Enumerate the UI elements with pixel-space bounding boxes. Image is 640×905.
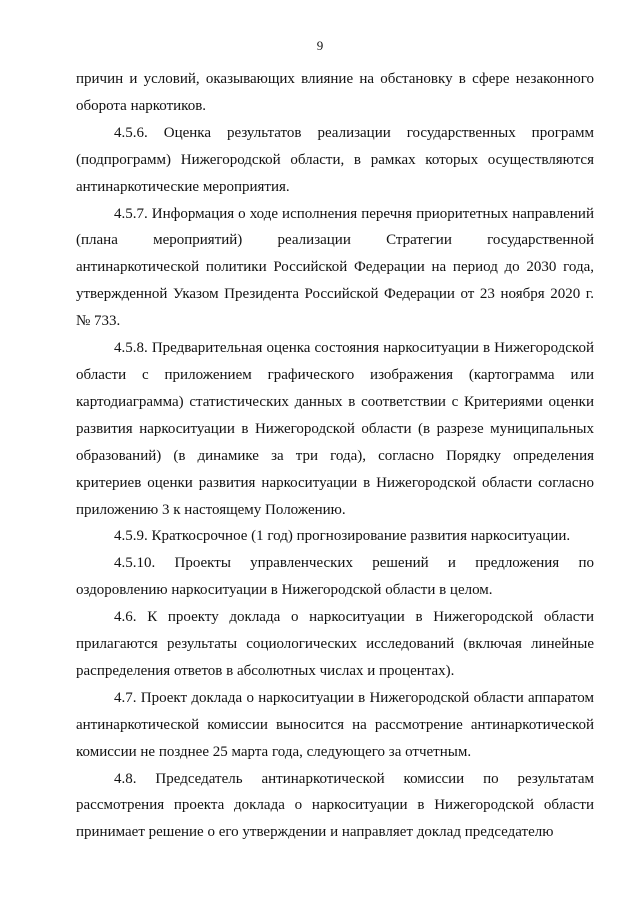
paragraph-4-5-7: 4.5.7. Информация о ходе исполнения перечня приоритетных направлений (плана мероприятий) реализации Стратегии государственной антинаркотической политики Российской Федерации на период до 2030 года, утвержденной Указом Президента Российской Федерации от 23 ноября 2020 г. № 733.: [76, 205, 594, 330]
document-body: [76, 66, 594, 846]
paragraph-4-8: 4.8. Председатель антинаркотической комиссии по результатам рассмотрения проекта доклада о наркоситуации в Нижегородской области принимает решение о его утверждении и направляет доклад председателю: [76, 770, 594, 841]
paragraph-continuation: причин и условий, оказывающих влияние на обстановку в сфере незаконного оборота наркотиков.: [76, 71, 594, 114]
paragraph-4-7: 4.7. Проект доклада о наркоситуации в Нижегородской области аппаратом антинаркотической комиссии выносится на рассмотрение антинаркотической комиссии не позднее 25 марта года, следующего за отчетным.: [76, 689, 594, 760]
paragraph-4-5-8: 4.5.8. Предварительная оценка состояния наркоситуации в Нижегородской области с приложением графического изображения (картограмма или картодиаграмма) статистических данных в соответствии с Критериями оценки развития наркоситуации в Нижегородской области (в разрезе муниципальных образований) (в динамике за три года), согласно Порядку определения критериев оценки развития наркоситуации в Нижегородской области согласно приложению 3 к настоящему Положению.: [76, 340, 594, 518]
paragraph-4-6: 4.6. К проекту доклада о наркоситуации в Нижегородской области прилагаются результаты социологических исследований (включая линейные распределения ответов в абсолютных числах и процентах).: [76, 609, 594, 679]
paragraph-4-5-10: 4.5.10. Проекты управленческих решений и предложения по оздоровлению наркоситуации в Нижегородской области в целом.: [76, 555, 594, 599]
paragraph-4-5-9: 4.5.9. Краткосрочное (1 год) прогнозирование развития наркоситуации.: [114, 528, 571, 545]
page-number: 9: [316, 38, 324, 53]
paragraph-4-5-6: 4.5.6. Оценка результатов реализации государственных программ (подпрограмм) Нижегородской области, в рамках которых осуществляются антинаркотические мероприятия.: [76, 124, 594, 195]
